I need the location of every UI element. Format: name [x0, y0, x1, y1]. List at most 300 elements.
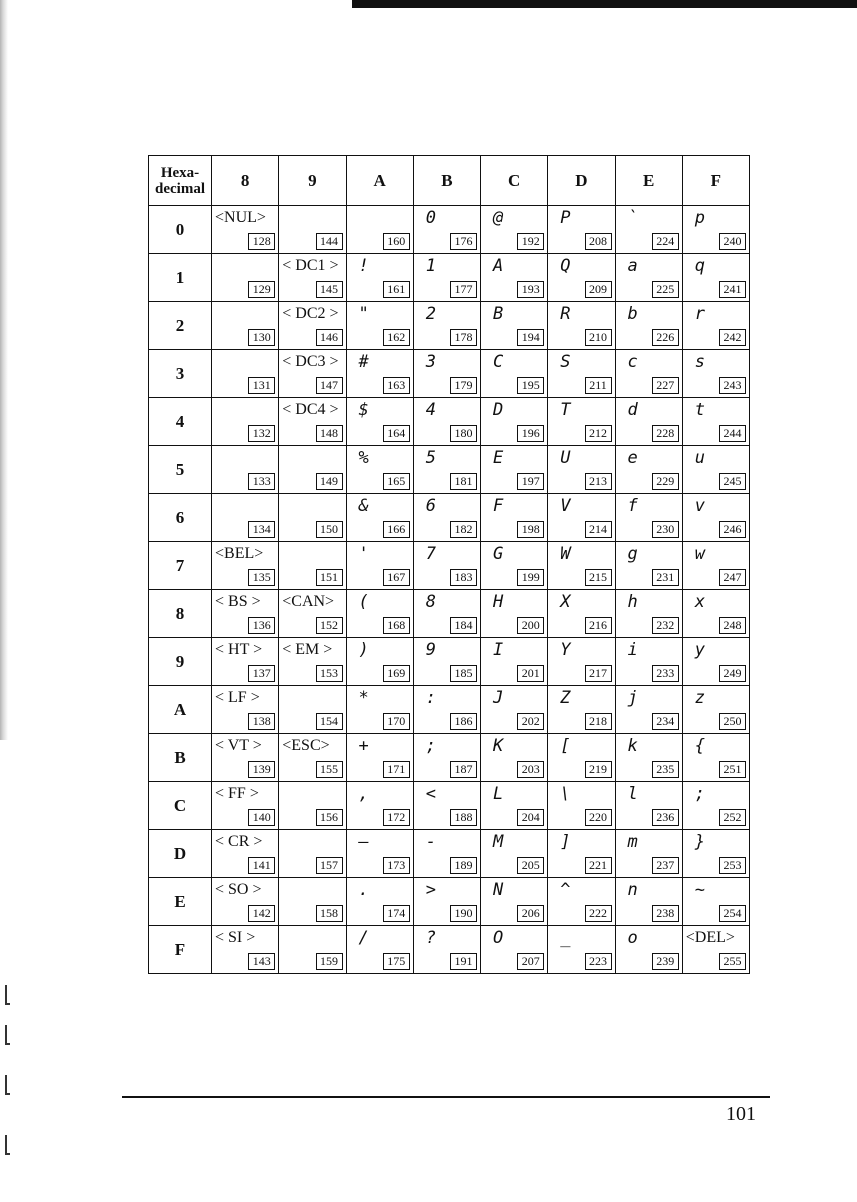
- character-glyph: 3: [425, 352, 436, 372]
- control-code-label: <DEL>: [685, 929, 735, 946]
- table-cell: [481, 254, 548, 302]
- table-cell: [346, 302, 413, 350]
- character-glyph: ]: [560, 832, 571, 852]
- decimal-code-box: 242: [719, 329, 746, 346]
- table-cell: [212, 446, 279, 494]
- table-row: [149, 830, 750, 878]
- table-cell: [346, 446, 413, 494]
- row-header: D: [149, 830, 212, 878]
- decimal-code-box: 191: [450, 953, 477, 970]
- decimal-code-box: 193: [517, 281, 544, 298]
- table-cell: [548, 206, 615, 254]
- decimal-code-box: 222: [585, 905, 612, 922]
- character-glyph: P: [560, 208, 571, 228]
- table-cell: [615, 734, 682, 782]
- character-glyph: n: [627, 880, 638, 900]
- table-cell: [346, 542, 413, 590]
- table-cell: [615, 254, 682, 302]
- decimal-code-box: 209: [585, 281, 612, 298]
- decimal-code-box: 213: [585, 473, 612, 490]
- control-code-label: < SI >: [215, 929, 256, 946]
- decimal-code-box: 210: [585, 329, 612, 346]
- table-cell: [346, 926, 413, 974]
- table-cell: [279, 782, 346, 830]
- decimal-code-box: 218: [585, 713, 612, 730]
- character-glyph: 6: [425, 496, 436, 516]
- table-cell: [682, 734, 749, 782]
- table-cell: [413, 206, 480, 254]
- table-cell: [279, 590, 346, 638]
- table-cell: [413, 254, 480, 302]
- decimal-code-box: 183: [450, 569, 477, 586]
- table-cell: [413, 590, 480, 638]
- decimal-code-box: 219: [585, 761, 612, 778]
- decimal-code-box: 214: [585, 521, 612, 538]
- character-glyph: $: [358, 400, 369, 420]
- table-cell: [279, 350, 346, 398]
- table-cell: [682, 350, 749, 398]
- row-header: 4: [149, 398, 212, 446]
- decimal-code-box: 230: [652, 521, 679, 538]
- decimal-code-box: 244: [719, 425, 746, 442]
- decimal-code-box: 130: [248, 329, 275, 346]
- table-cell: [279, 446, 346, 494]
- decimal-code-box: 208: [585, 233, 612, 250]
- table-row: [149, 638, 750, 686]
- decimal-code-box: 150: [316, 521, 343, 538]
- decimal-code-box: 194: [517, 329, 544, 346]
- table-cell: [682, 398, 749, 446]
- table-row: [149, 398, 750, 446]
- table-row: [149, 446, 750, 494]
- decimal-code-box: 225: [652, 281, 679, 298]
- table-cell: [548, 302, 615, 350]
- character-glyph: ": [358, 304, 369, 324]
- character-glyph: V: [560, 496, 571, 516]
- decimal-code-box: 163: [383, 377, 410, 394]
- scan-left-edge: [0, 0, 8, 740]
- character-glyph: F: [493, 496, 504, 516]
- character-glyph: 5: [425, 448, 436, 468]
- table-cell: [481, 878, 548, 926]
- character-glyph: w: [694, 544, 705, 564]
- character-glyph: (: [358, 592, 369, 612]
- character-glyph: U: [560, 448, 571, 468]
- table-cell: [548, 494, 615, 542]
- character-glyph: x: [694, 592, 705, 612]
- table-header: [149, 156, 750, 206]
- decimal-code-box: 243: [719, 377, 746, 394]
- table-cell: [615, 206, 682, 254]
- decimal-code-box: 197: [517, 473, 544, 490]
- character-glyph: r: [694, 304, 705, 324]
- decimal-code-box: 241: [719, 281, 746, 298]
- decimal-code-box: 203: [517, 761, 544, 778]
- table-cell: [548, 638, 615, 686]
- character-glyph: A: [493, 256, 504, 276]
- table-cell: [682, 686, 749, 734]
- decimal-code-box: 201: [517, 665, 544, 682]
- character-glyph: a: [627, 256, 638, 276]
- decimal-code-box: 148: [316, 425, 343, 442]
- control-code-label: <CAN>: [282, 593, 335, 610]
- table-cell: [615, 638, 682, 686]
- character-glyph: i: [627, 640, 638, 660]
- decimal-code-box: 145: [316, 281, 343, 298]
- hexadecimal-corner-header: [149, 156, 212, 206]
- header-row: [149, 156, 750, 206]
- character-glyph: 0: [425, 208, 436, 228]
- decimal-code-box: 221: [585, 857, 612, 874]
- control-code-label: <BEL>: [215, 545, 264, 562]
- table-cell: [212, 734, 279, 782]
- decimal-code-box: 250: [719, 713, 746, 730]
- table-cell: [481, 686, 548, 734]
- decimal-code-box: 173: [383, 857, 410, 874]
- scan-edge-mark: [5, 985, 10, 1005]
- decimal-code-box: 182: [450, 521, 477, 538]
- decimal-code-box: 188: [450, 809, 477, 826]
- character-glyph: {: [694, 736, 705, 756]
- character-glyph: +: [358, 736, 369, 756]
- decimal-code-box: 239: [652, 953, 679, 970]
- decimal-code-box: 245: [719, 473, 746, 490]
- character-glyph: L: [493, 784, 504, 804]
- character-glyph: `: [627, 208, 638, 228]
- page-number: 101: [726, 1103, 756, 1125]
- table-cell: [481, 206, 548, 254]
- decimal-code-box: 187: [450, 761, 477, 778]
- character-glyph: E: [493, 448, 504, 468]
- column-header-f: F: [682, 156, 749, 206]
- control-code-label: < BS >: [215, 593, 261, 610]
- table-cell: [615, 686, 682, 734]
- character-glyph: —: [358, 832, 369, 852]
- table-cell: [346, 494, 413, 542]
- character-glyph: K: [493, 736, 504, 756]
- table-cell: [346, 206, 413, 254]
- table-cell: [279, 398, 346, 446]
- character-glyph: k: [627, 736, 638, 756]
- decimal-code-box: 253: [719, 857, 746, 874]
- decimal-code-box: 234: [652, 713, 679, 730]
- table-cell: [279, 686, 346, 734]
- decimal-code-box: 152: [316, 617, 343, 634]
- footer-rule: [122, 1096, 770, 1098]
- scan-edge-mark: [5, 1135, 10, 1155]
- table-cell: [481, 542, 548, 590]
- decimal-code-box: 129: [248, 281, 275, 298]
- row-header: 3: [149, 350, 212, 398]
- decimal-code-box: 199: [517, 569, 544, 586]
- table-cell: [212, 878, 279, 926]
- decimal-code-box: 255: [719, 953, 746, 970]
- character-glyph: J: [493, 688, 504, 708]
- character-glyph: y: [694, 640, 705, 660]
- table-cell: [279, 734, 346, 782]
- decimal-code-box: 246: [719, 521, 746, 538]
- table-cell: [413, 302, 480, 350]
- decimal-code-box: 190: [450, 905, 477, 922]
- character-glyph: S: [560, 352, 571, 372]
- character-glyph: ): [358, 640, 369, 660]
- table-row: [149, 206, 750, 254]
- character-glyph: h: [627, 592, 638, 612]
- table-cell: [682, 926, 749, 974]
- decimal-code-box: 155: [316, 761, 343, 778]
- row-header: 7: [149, 542, 212, 590]
- character-glyph: Z: [560, 688, 571, 708]
- decimal-code-box: 162: [383, 329, 410, 346]
- control-code-label: < CR >: [215, 833, 263, 850]
- table-cell: [548, 254, 615, 302]
- table-cell: [346, 398, 413, 446]
- table-cell: [615, 446, 682, 494]
- table-cell: [548, 542, 615, 590]
- table-cell: [548, 398, 615, 446]
- table-cell: [212, 782, 279, 830]
- decimal-code-box: 141: [248, 857, 275, 874]
- character-glyph: R: [560, 304, 571, 324]
- character-glyph: o: [627, 928, 638, 948]
- decimal-code-box: 176: [450, 233, 477, 250]
- table-cell: [212, 494, 279, 542]
- table-cell: [413, 782, 480, 830]
- table-cell: [615, 350, 682, 398]
- decimal-code-box: 132: [248, 425, 275, 442]
- decimal-code-box: 227: [652, 377, 679, 394]
- column-header-b: B: [413, 156, 480, 206]
- decimal-code-box: 136: [248, 617, 275, 634]
- table-cell: [481, 302, 548, 350]
- character-glyph: ?: [425, 928, 436, 948]
- decimal-code-box: 131: [248, 377, 275, 394]
- table-cell: [548, 926, 615, 974]
- table-cell: [212, 302, 279, 350]
- row-header: C: [149, 782, 212, 830]
- table-cell: [346, 638, 413, 686]
- character-glyph: m: [627, 832, 638, 852]
- table-cell: [212, 350, 279, 398]
- decimal-code-box: 142: [248, 905, 275, 922]
- table-row: [149, 878, 750, 926]
- decimal-code-box: 254: [719, 905, 746, 922]
- table-cell: [413, 830, 480, 878]
- table-cell: [413, 446, 480, 494]
- character-glyph: !: [358, 256, 369, 276]
- decimal-code-box: 185: [450, 665, 477, 682]
- decimal-code-box: 220: [585, 809, 612, 826]
- decimal-code-box: 179: [450, 377, 477, 394]
- table-cell: [481, 734, 548, 782]
- row-header: 9: [149, 638, 212, 686]
- table-cell: [413, 398, 480, 446]
- decimal-code-box: 135: [248, 569, 275, 586]
- character-glyph: j: [627, 688, 638, 708]
- character-glyph: 4: [425, 400, 436, 420]
- table-cell: [682, 494, 749, 542]
- table-cell: [413, 686, 480, 734]
- decimal-code-box: 161: [383, 281, 410, 298]
- character-glyph: :: [425, 688, 436, 708]
- decimal-code-box: 166: [383, 521, 410, 538]
- table-cell: [212, 926, 279, 974]
- decimal-code-box: 248: [719, 617, 746, 634]
- decimal-code-box: 144: [316, 233, 343, 250]
- table-cell: [615, 398, 682, 446]
- character-glyph: Y: [560, 640, 571, 660]
- character-glyph: O: [493, 928, 504, 948]
- character-glyph: 9: [425, 640, 436, 660]
- table-cell: [481, 446, 548, 494]
- character-glyph: ;: [694, 784, 705, 804]
- decimal-code-box: 177: [450, 281, 477, 298]
- table-cell: [481, 494, 548, 542]
- decimal-code-box: 229: [652, 473, 679, 490]
- table-cell: [279, 206, 346, 254]
- table-cell: [548, 686, 615, 734]
- character-glyph: <: [425, 784, 436, 804]
- table-cell: [212, 254, 279, 302]
- decimal-code-box: 233: [652, 665, 679, 682]
- character-glyph: t: [694, 400, 705, 420]
- table-row: [149, 494, 750, 542]
- column-header-a: A: [346, 156, 413, 206]
- scan-edge-mark: [5, 1075, 10, 1095]
- top-rule: [352, 0, 857, 8]
- control-code-label: < HT >: [215, 641, 263, 658]
- table-cell: [279, 542, 346, 590]
- decimal-code-box: 156: [316, 809, 343, 826]
- table-cell: [481, 350, 548, 398]
- character-glyph: D: [493, 400, 504, 420]
- table-cell: [615, 878, 682, 926]
- table-row: [149, 782, 750, 830]
- character-glyph: X: [560, 592, 571, 612]
- table-cell: [548, 350, 615, 398]
- character-glyph: 7: [425, 544, 436, 564]
- column-header-c: C: [481, 156, 548, 206]
- table-cell: [481, 590, 548, 638]
- decimal-code-box: 189: [450, 857, 477, 874]
- table-cell: [279, 638, 346, 686]
- column-header-e: E: [615, 156, 682, 206]
- decimal-code-box: 216: [585, 617, 612, 634]
- control-code-label: <ESC>: [282, 737, 330, 754]
- table-cell: [615, 494, 682, 542]
- character-glyph: }: [694, 832, 705, 852]
- decimal-code-box: 153: [316, 665, 343, 682]
- decimal-code-box: 140: [248, 809, 275, 826]
- character-glyph: -: [425, 832, 436, 852]
- decimal-code-box: 186: [450, 713, 477, 730]
- table-body: [149, 206, 750, 974]
- decimal-code-box: 178: [450, 329, 477, 346]
- table-cell: [346, 830, 413, 878]
- table-cell: [615, 590, 682, 638]
- character-glyph: _: [560, 928, 571, 948]
- table-cell: [481, 926, 548, 974]
- character-glyph: d: [627, 400, 638, 420]
- character-glyph: G: [493, 544, 504, 564]
- table-cell: [413, 878, 480, 926]
- character-glyph: b: [627, 304, 638, 324]
- character-glyph: C: [493, 352, 504, 372]
- table-cell: [212, 590, 279, 638]
- decimal-code-box: 180: [450, 425, 477, 442]
- decimal-code-box: 238: [652, 905, 679, 922]
- character-glyph: *: [358, 688, 369, 708]
- character-glyph: l: [627, 784, 638, 804]
- table-cell: [682, 590, 749, 638]
- decimal-code-box: 205: [517, 857, 544, 874]
- table-cell: [682, 878, 749, 926]
- decimal-code-box: 207: [517, 953, 544, 970]
- character-glyph: q: [694, 256, 705, 276]
- decimal-code-box: 157: [316, 857, 343, 874]
- character-glyph: >: [425, 880, 436, 900]
- decimal-code-box: 146: [316, 329, 343, 346]
- table-cell: [481, 830, 548, 878]
- control-code-label: < LF >: [215, 689, 260, 706]
- decimal-code-box: 251: [719, 761, 746, 778]
- character-glyph: ~: [694, 880, 705, 900]
- decimal-code-box: 160: [383, 233, 410, 250]
- table-cell: [481, 638, 548, 686]
- table-cell: [279, 254, 346, 302]
- character-glyph: v: [694, 496, 705, 516]
- character-glyph: 1: [425, 256, 436, 276]
- row-header: 5: [149, 446, 212, 494]
- decimal-code-box: 228: [652, 425, 679, 442]
- table-cell: [279, 926, 346, 974]
- table-cell: [682, 542, 749, 590]
- table-row: [149, 350, 750, 398]
- table-cell: [615, 926, 682, 974]
- table-row: [149, 542, 750, 590]
- control-code-label: < EM >: [282, 641, 333, 658]
- character-glyph: p: [694, 208, 705, 228]
- character-glyph: c: [627, 352, 638, 372]
- decimal-code-box: 143: [248, 953, 275, 970]
- decimal-code-box: 169: [383, 665, 410, 682]
- table-cell: [346, 590, 413, 638]
- decimal-code-box: 138: [248, 713, 275, 730]
- table-cell: [548, 446, 615, 494]
- table-cell: [346, 878, 413, 926]
- decimal-code-box: 133: [248, 473, 275, 490]
- row-header: 6: [149, 494, 212, 542]
- table-cell: [346, 734, 413, 782]
- decimal-code-box: 252: [719, 809, 746, 826]
- row-header: B: [149, 734, 212, 782]
- character-glyph: /: [358, 928, 369, 948]
- table-row: [149, 590, 750, 638]
- control-code-label: < FF >: [215, 785, 259, 802]
- decimal-code-box: 232: [652, 617, 679, 634]
- table-row: [149, 926, 750, 974]
- character-glyph: [: [560, 736, 571, 756]
- decimal-code-box: 247: [719, 569, 746, 586]
- control-code-label: < DC4 >: [282, 401, 339, 418]
- character-glyph: u: [694, 448, 705, 468]
- character-glyph: M: [493, 832, 504, 852]
- control-code-label: < SO >: [215, 881, 262, 898]
- table-row: [149, 302, 750, 350]
- table-cell: [346, 782, 413, 830]
- character-glyph: f: [627, 496, 638, 516]
- table-cell: [682, 638, 749, 686]
